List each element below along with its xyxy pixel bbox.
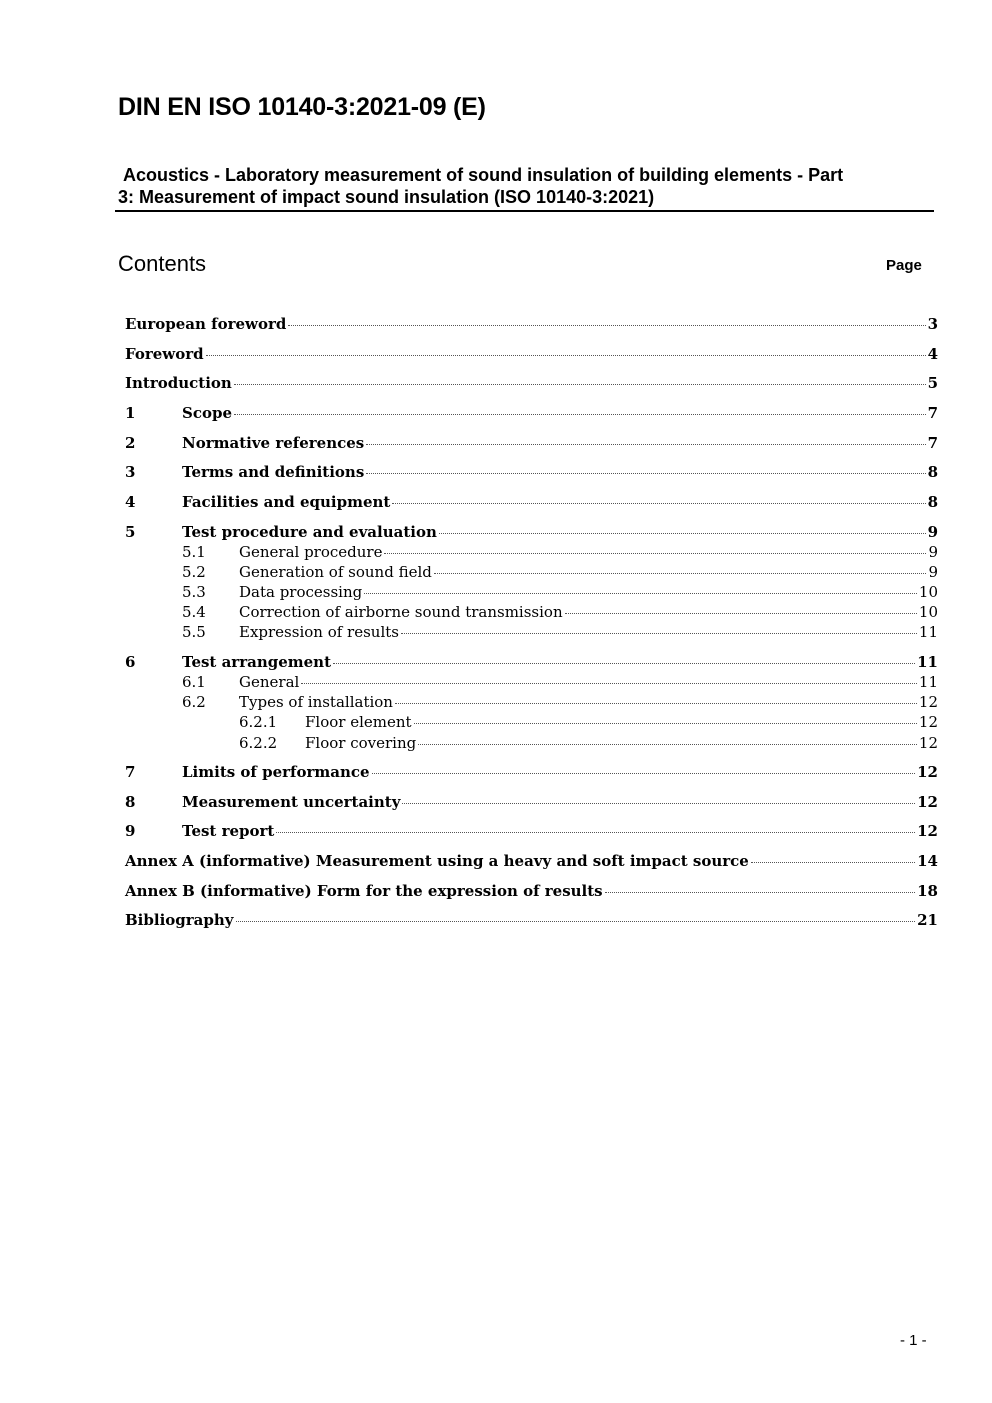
dot-leader — [434, 573, 927, 574]
dot-leader — [439, 533, 926, 534]
toc-entry[interactable] — [125, 563, 938, 583]
toc-entry[interactable] — [125, 493, 938, 513]
toc-entry-label[interactable]: Normative references — [182, 434, 365, 452]
toc-entry[interactable] — [125, 673, 938, 693]
toc-entry-label[interactable]: Floor element — [305, 713, 412, 731]
toc-entry-page: 14 — [917, 852, 938, 870]
toc-entry-number: 5.5 — [182, 623, 206, 641]
toc-entry-label[interactable]: Measurement uncertainty — [182, 793, 401, 811]
toc-entry-page: 11 — [918, 623, 938, 641]
toc-entry[interactable] — [125, 523, 938, 543]
dot-leader — [301, 683, 917, 684]
toc-entry-number: 6.2.2 — [239, 734, 278, 752]
dot-leader — [565, 613, 917, 614]
toc-entry-page: 4 — [927, 345, 938, 363]
toc-entry[interactable] — [125, 911, 938, 931]
toc-entry[interactable] — [125, 434, 938, 454]
toc-entry[interactable] — [125, 583, 938, 603]
toc-entry-label[interactable]: Types of installation — [239, 693, 393, 711]
toc-entry-page: 11 — [917, 653, 938, 671]
toc-entry-page: 9 — [928, 563, 938, 581]
toc-entry-number: 9 — [125, 822, 136, 840]
toc-entry-page: 3 — [927, 315, 938, 333]
title-line-1: Acoustics - Laboratory measurement of sound insulation of building elements - Part — [123, 165, 844, 185]
toc-entry-page: 9 — [927, 523, 938, 541]
dot-leader — [605, 892, 916, 893]
toc-entry-page: 10 — [918, 583, 938, 601]
dot-leader — [414, 723, 917, 724]
dot-leader — [366, 473, 925, 474]
contents-heading: Contents — [118, 251, 207, 276]
toc-entry[interactable] — [125, 852, 938, 872]
toc-entry-page: 10 — [918, 603, 938, 621]
toc-entry[interactable] — [125, 345, 938, 365]
dot-leader — [364, 593, 917, 594]
toc-entry-number: 2 — [125, 434, 136, 452]
toc-entry-page: 5 — [927, 374, 938, 392]
toc-entry-label[interactable]: Expression of results — [239, 623, 399, 641]
page-column-heading: Page — [886, 257, 922, 274]
toc-entry-page: 11 — [918, 673, 938, 691]
toc-entry-number: 5.2 — [182, 563, 206, 581]
toc-entry-label[interactable]: Limits of performance — [182, 763, 370, 781]
toc-entry-page: 12 — [917, 793, 938, 811]
toc-entry[interactable] — [125, 763, 938, 783]
toc-entry-label[interactable]: Introduction — [125, 374, 232, 392]
toc-entry[interactable] — [125, 693, 938, 713]
toc-entry[interactable] — [125, 653, 938, 673]
toc-entry[interactable] — [125, 713, 938, 733]
toc-entry-label[interactable]: Floor covering — [305, 734, 417, 752]
toc-entry-number: 3 — [125, 463, 136, 481]
document-id: DIN EN ISO 10140-3:2021-09 (E) — [118, 93, 486, 121]
toc-entry[interactable] — [125, 603, 938, 623]
toc-entry-number: 8 — [125, 793, 136, 811]
toc-entry-number: 1 — [125, 404, 136, 422]
toc-entry-label[interactable]: Scope — [182, 404, 233, 422]
toc-entry[interactable] — [125, 623, 938, 643]
toc-entry-number: 5.4 — [182, 603, 206, 621]
dot-leader — [206, 355, 926, 356]
toc-entry-number: 5.3 — [182, 583, 206, 601]
toc-entry-label[interactable]: Annex A (informative) Measurement using a heavy and soft impact source — [125, 852, 749, 870]
toc-entry-page: 12 — [918, 734, 938, 752]
title-underline — [115, 210, 934, 212]
toc-entry-number: 5.1 — [182, 543, 206, 561]
page-number: - 1 - — [900, 1332, 927, 1349]
dot-leader — [751, 862, 915, 863]
toc-entry[interactable] — [125, 543, 938, 563]
toc-entry-label[interactable]: General — [239, 673, 300, 691]
dot-leader — [418, 744, 917, 745]
dot-leader — [384, 553, 926, 554]
toc-entry-page: 12 — [918, 713, 938, 731]
toc-entry-page: 9 — [928, 543, 938, 561]
title-line-2: 3: Measurement of impact sound insulation (ISO 10140-3:2021) — [118, 187, 655, 207]
dot-leader — [333, 663, 915, 664]
toc-entry-page: 12 — [918, 693, 938, 711]
toc-entry[interactable] — [125, 315, 938, 335]
dot-leader — [401, 633, 917, 634]
toc-entry-number: 6.2.1 — [239, 713, 278, 731]
toc-entry-page: 7 — [927, 434, 938, 452]
dot-leader — [372, 773, 916, 774]
dot-leader — [392, 503, 925, 504]
toc-entry-label[interactable]: Data processing — [239, 583, 363, 601]
dot-leader — [234, 384, 926, 385]
toc-entry-number: 6.1 — [182, 673, 206, 691]
dot-leader — [236, 921, 916, 922]
toc-entry-number: 6.2 — [182, 693, 206, 711]
toc-entry-page: 12 — [917, 822, 938, 840]
toc-entry-label[interactable]: Correction of airborne sound transmission — [239, 603, 563, 621]
dot-leader — [402, 803, 915, 804]
toc-entry-label[interactable]: Test arrangement — [182, 653, 332, 671]
toc-entry-label[interactable]: General procedure — [239, 543, 383, 561]
dot-leader — [276, 832, 915, 833]
toc-entry-label[interactable]: Test report — [182, 822, 275, 840]
toc-entry-page: 18 — [917, 882, 938, 900]
toc-entry-label[interactable]: Bibliography — [125, 911, 234, 929]
toc-entry-page: 8 — [927, 463, 938, 481]
dot-leader — [288, 325, 925, 326]
dot-leader — [395, 703, 917, 704]
toc-entry-page: 12 — [917, 763, 938, 781]
toc-entry-page: 7 — [927, 404, 938, 422]
toc-entry[interactable] — [125, 404, 938, 424]
toc-entry-label[interactable]: Terms and definitions — [182, 463, 365, 481]
toc-entry[interactable] — [125, 734, 938, 754]
document-title — [118, 164, 930, 208]
toc-entry-label[interactable]: Facilities and equipment — [182, 493, 391, 511]
toc-entry-number: 6 — [125, 653, 136, 671]
toc-entry-page: 21 — [917, 911, 938, 929]
toc-entry[interactable] — [125, 374, 938, 394]
toc-entry-label[interactable]: Annex B (informative) Form for the expression of results — [125, 882, 603, 900]
toc-entry-number: 4 — [125, 493, 136, 511]
toc-entry-page: 8 — [927, 493, 938, 511]
toc-entry-number: 5 — [125, 523, 136, 541]
toc-entry-number: 7 — [125, 763, 136, 781]
toc-entry[interactable] — [125, 822, 938, 842]
toc-entry[interactable] — [125, 463, 938, 483]
toc-entry[interactable] — [125, 882, 938, 902]
toc-entry[interactable] — [125, 793, 938, 813]
toc-entry-label[interactable]: Generation of sound field — [239, 563, 432, 581]
dot-leader — [234, 414, 926, 415]
toc-entry-label[interactable]: Foreword — [125, 345, 204, 363]
toc-entry-label[interactable]: European foreword — [125, 315, 287, 333]
toc-entry-label[interactable]: Test procedure and evaluation — [182, 523, 437, 541]
dot-leader — [366, 444, 925, 445]
